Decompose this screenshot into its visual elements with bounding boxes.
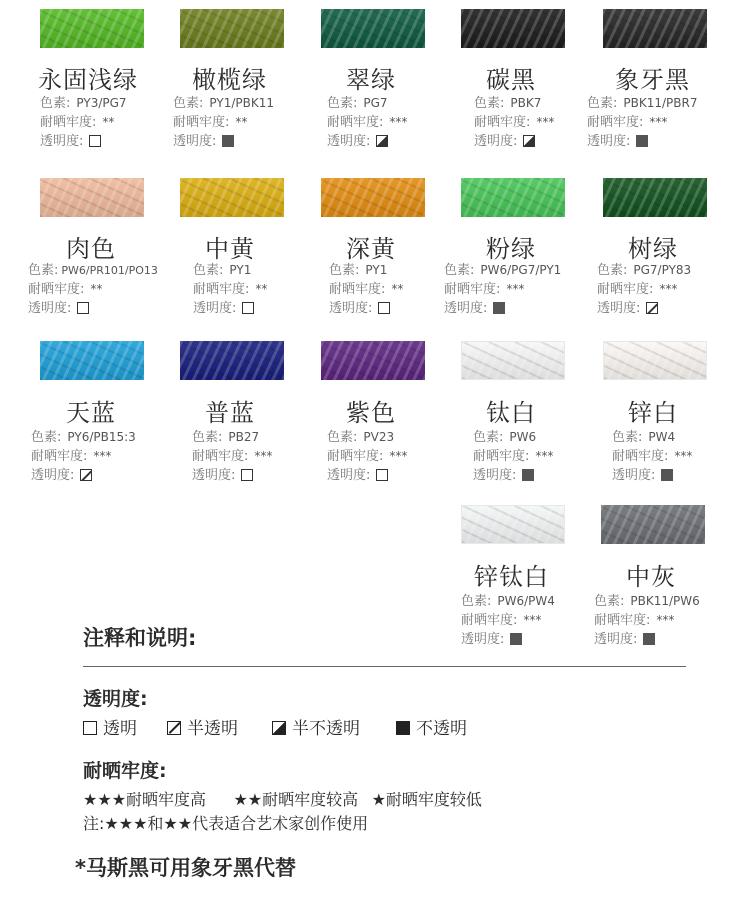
paint-swatch [461,9,565,48]
lightfastness-rating: *** [656,613,675,627]
pigment-code: PBK11/PBR7 [623,96,698,110]
pigment-code: PBK11/PW6 [630,594,700,608]
pigment-code: PY3/PG7 [76,96,127,110]
divider [83,666,686,667]
semi-opaque-icon [272,721,286,735]
legend-semi-opaque: 半不透明 [272,714,360,739]
lightfastness-rating: ** [255,282,268,296]
color-name: 粉绿 [486,235,536,263]
lightfastness-rating: *** [254,449,273,463]
pigment-code: PG7 [363,96,388,110]
pigment-code: PY1 [365,263,388,277]
transparency-icon [80,469,92,481]
pigment-code: PY1 [229,263,252,277]
paint-swatch [40,341,144,380]
transparency-icon [376,135,388,147]
transparency-icon [378,302,390,314]
lightfastness-rating: *** [536,115,555,129]
lightfastness-note: 注:★★★和★★代表适合艺术家创作使用 [83,814,369,833]
transparency-icon [376,469,388,481]
pigment-code: PBK7 [510,96,542,110]
pigment-code: PB27 [228,430,260,444]
legend-opaque: 不透明 [396,714,467,739]
paint-swatch [180,341,284,380]
paint-swatch [321,341,425,380]
footnote: *马斯黑可用象牙黑代替 [75,856,296,880]
color-name: 肉色 [66,235,116,263]
transparency-icon [636,135,648,147]
lightfastness-rating: *** [535,449,554,463]
pigment-code: PV23 [363,430,395,444]
transparency-icon [510,633,522,645]
lightfastness-title: 耐晒牢度: [83,760,167,782]
pigment-code: PW4 [648,430,676,444]
pigment-code: PW6/PG7/PY1 [480,263,562,277]
transparency-icon [661,469,673,481]
paint-swatch [461,505,565,544]
lightfastness-rating: ** [391,282,404,296]
transparency-icon [523,135,535,147]
paint-swatch [603,9,707,48]
color-name: 钛白 [486,399,536,427]
paint-swatch [603,341,707,380]
legend-transparent: 透明 [83,714,137,739]
pigment-code: PG7/PY83 [633,263,692,277]
color-name: 碳黑 [486,66,536,94]
semi-transparent-icon [167,721,181,735]
paint-swatch [321,9,425,48]
transparency-icon [89,135,101,147]
paint-swatch [180,9,284,48]
lightfastness-rating: *** [389,449,408,463]
opaque-icon [396,721,410,735]
paint-swatch [40,9,144,48]
lightfastness-rating: *** [523,613,542,627]
pigment-code: PW6/PW4 [497,594,555,608]
lightfastness-rating: ** [102,115,115,129]
color-name: 橄榄绿 [192,66,267,94]
color-name: 中黄 [205,235,255,263]
lightfastness-legend: ★★★耐晒牢度高 ★★耐晒牢度较高 ★耐晒牢度较低 [83,790,482,809]
lightfastness-rating: *** [659,282,678,296]
transparency-icon [493,302,505,314]
transparency-icon [242,302,254,314]
color-name: 锌白 [628,399,678,427]
paint-swatch [461,178,565,217]
color-name: 象牙黑 [615,66,690,94]
color-name: 紫色 [346,399,396,427]
transparency-icon [643,633,655,645]
paint-swatch [603,178,707,217]
transparency-icon [646,302,658,314]
paint-swatch [461,341,565,380]
paint-swatch [180,178,284,217]
pigment-code: PW6 [509,430,537,444]
transparency-title: 透明度: [83,688,148,710]
color-name: 翠绿 [346,66,396,94]
pigment-code: PY6/PB15:3 [67,430,136,444]
notes-title: 注释和说明: [83,626,197,650]
paint-swatch [321,178,425,217]
transparency-icon [222,135,234,147]
color-name: 永固浅绿 [38,66,138,94]
lightfastness-rating: *** [93,449,112,463]
lightfastness-rating: *** [506,282,525,296]
color-name: 树绿 [628,235,678,263]
legend-semi-transparent: 半透明 [167,714,238,739]
transparency-icon [77,302,89,314]
color-name: 中灰 [626,563,676,591]
color-name: 锌钛白 [474,563,549,591]
lightfastness-rating: ** [90,282,103,296]
lightfastness-rating: *** [649,115,668,129]
transparency-icon [522,469,534,481]
pigment-code: PW6/PR101/PO13 [61,264,158,277]
pigment-code: PY1/PBK11 [209,96,274,110]
paint-swatch [40,178,144,217]
transparent-icon [83,721,97,735]
lightfastness-rating: *** [389,115,408,129]
lightfastness-rating: *** [674,449,693,463]
paint-swatch [601,505,705,544]
color-name: 普蓝 [205,399,255,427]
lightfastness-rating: ** [235,115,248,129]
color-name: 深黄 [346,235,396,263]
transparency-icon [241,469,253,481]
color-name: 天蓝 [66,399,116,427]
